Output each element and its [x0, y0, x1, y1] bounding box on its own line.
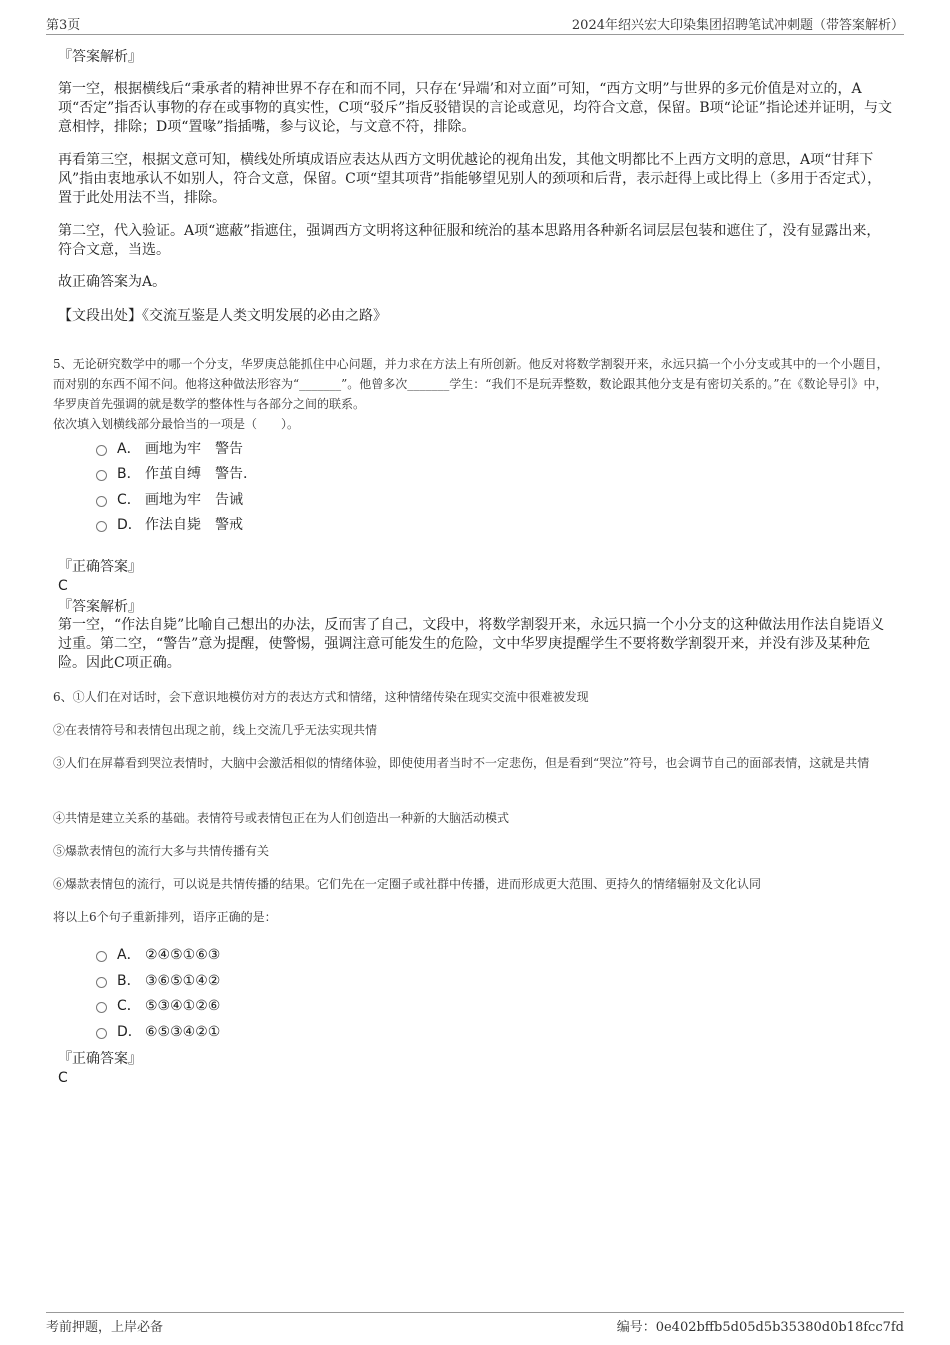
option-key: D．	[117, 1024, 142, 1040]
radio-icon[interactable]	[96, 951, 107, 962]
option-key: C．	[117, 492, 141, 508]
sentence-4: ④共情是建立关系的基础。表情符号或表情包正在为人们创造出一种新的大脑活动模式	[53, 811, 510, 825]
option-key: C．	[117, 998, 141, 1014]
option-5d[interactable]	[96, 516, 243, 534]
analysis-label: 『答案解析』	[58, 599, 142, 615]
option-key: B．	[117, 466, 141, 482]
question-5-prompt: 依次填入划横线部分最恰当的一项是（ ）。	[53, 417, 300, 431]
analysis-conclusion: 故正确答案为A。	[58, 274, 167, 290]
option-text: ⑥⑤③④②①	[145, 1024, 221, 1040]
option-text: 作茧自缚 警告.	[145, 466, 248, 482]
sentence-5: ⑤爆款表情包的流行大多与共情传播有关	[53, 844, 270, 858]
source-note: 【文段出处】《交流互鉴是人类文明发展的必由之路》	[58, 308, 387, 324]
analysis-paragraph-2: 再看第三空，根据文意可知，横线处所填成语应表达从西方文明优越论的视角出发，其他文明都比不上西方文明的意思，A项“甘拜下风”指由衷地承认不如别人，符合文意，保留。C项“望其项背”指能够望见别人的颈项和后背，表示赶得上或比得上（多用于否定式），置于此处用法不当，排除。	[58, 152, 882, 206]
option-key: B．	[117, 973, 141, 989]
radio-icon[interactable]	[96, 496, 107, 507]
correct-answer-label: 『正确答案』	[58, 559, 142, 575]
correct-answer-label: 『正确答案』	[58, 1051, 142, 1067]
sentence-6: ⑥爆款表情包的流行，可以说是共情传播的结果。它们先在一定圈子或社群中传播，进而形成更大范围、更持久的情绪辐射及文化认同	[53, 877, 762, 891]
radio-icon[interactable]	[96, 521, 107, 532]
radio-icon[interactable]	[96, 1002, 107, 1013]
option-key: D．	[117, 517, 142, 533]
sentence-1: 6、①人们在对话时，会下意识地模仿对方的表达方式和情绪，这种情绪传染在现实交流中很难被发现	[53, 690, 589, 704]
document-id: 编号：0e402bffb5d05d5b35380d0b18fcc7fd	[616, 1320, 904, 1335]
option-key: A．	[117, 947, 141, 963]
page-header	[46, 14, 904, 35]
analysis-label: 『答案解析』	[58, 49, 142, 65]
page-footer	[46, 1312, 904, 1333]
option-6d[interactable]	[96, 1023, 220, 1041]
analysis-paragraph-1: 第一空，根据横线后“秉承者的精神世界不存在和而不同，只存在‘异端’和对立面”可知，“西方文明”与世界的多元价值是对立的，A项“否定”指否认事物的存在或事物的真实性，C项“驳斥”指反驳错误的言论或意见，均符合文意，保留。B项“论证”指论述并证明，与文意相悖，排除；D项“置喙”指插嘴，参与议论，与文意不符，排除。	[58, 81, 892, 135]
radio-icon[interactable]	[96, 977, 107, 988]
option-text: 画地为牢 警告	[145, 441, 243, 457]
option-text: ⑤③④①②⑥	[145, 998, 221, 1014]
radio-icon[interactable]	[96, 470, 107, 481]
option-6c[interactable]	[96, 997, 220, 1015]
question-6-prompt: 将以上6个句子重新排列，语序正确的是：	[53, 910, 277, 924]
option-text: ③⑥⑤①④②	[145, 973, 221, 989]
option-key: A．	[117, 441, 141, 457]
radio-icon[interactable]	[96, 1028, 107, 1039]
option-6b[interactable]	[96, 972, 220, 990]
option-text: 作法自毙 警戒	[145, 517, 243, 533]
correct-answer-value: C	[58, 1070, 68, 1086]
option-6a[interactable]	[96, 946, 220, 964]
option-5c[interactable]	[96, 491, 243, 509]
option-5b[interactable]	[96, 465, 247, 483]
correct-answer-value: C	[58, 578, 68, 594]
option-text: 画地为牢 告诫	[145, 492, 243, 508]
question-5-analysis: 第一空，“作法自毙”比喻自己想出的办法，反而害了自己，文段中，将数学割裂开来，永远只搞一个小分支的这种做法用作法自毙语义过重。第二空，“警告”意为提醒，使警惕，强调注意可能发生的危险，文中华罗庚提醒学生不要将数学割裂开来，并没有涉及某种危险。因此C项正确。	[58, 617, 885, 671]
footer-slogan: 考前押题，上岸必备	[46, 1320, 164, 1335]
question-5-stem: 5、无论研究数学中的哪一个分支，华罗庚总能抓住中心问题，并力求在方法上有所创新。他反对将数学割裂开来，永远只搞一个小分支或其中的一个小题目，而对别的东西不闻不问。他将这种做法形容为“_______”。他曾多次_______学生：“我们不是玩弄整数，数论跟其他分支是有密切关系的。”在《数论导引》中，华罗庚首先强调的就是数学的整体性与各部分之间的联系。	[53, 357, 889, 411]
analysis-paragraph-3: 第二空，代入验证。A项“遮蔽”指遮住，强调西方文明将这种征服和统治的基本思路用各种新名词层层包装和遮住了，没有显露出来，符合文意，当选。	[58, 223, 881, 258]
option-text: ②④⑤①⑥③	[145, 947, 221, 963]
radio-icon[interactable]	[96, 445, 107, 456]
sentence-3: ③人们在屏幕看到哭泣表情时，大脑中会激活相似的情绪体验，即使使用者当时不一定悲伤，但是看到“哭泣”符号，也会调节自己的面部表情，这就是共情	[53, 756, 870, 770]
sentence-2: ②在表情符号和表情包出现之前，线上交流几乎无法实现共情	[53, 723, 378, 737]
document-title: 2024年绍兴宏大印染集团招聘笔试冲刺题（带答案解析）	[571, 18, 904, 33]
option-5a[interactable]	[96, 440, 243, 458]
page-number: 第3页	[46, 18, 81, 33]
